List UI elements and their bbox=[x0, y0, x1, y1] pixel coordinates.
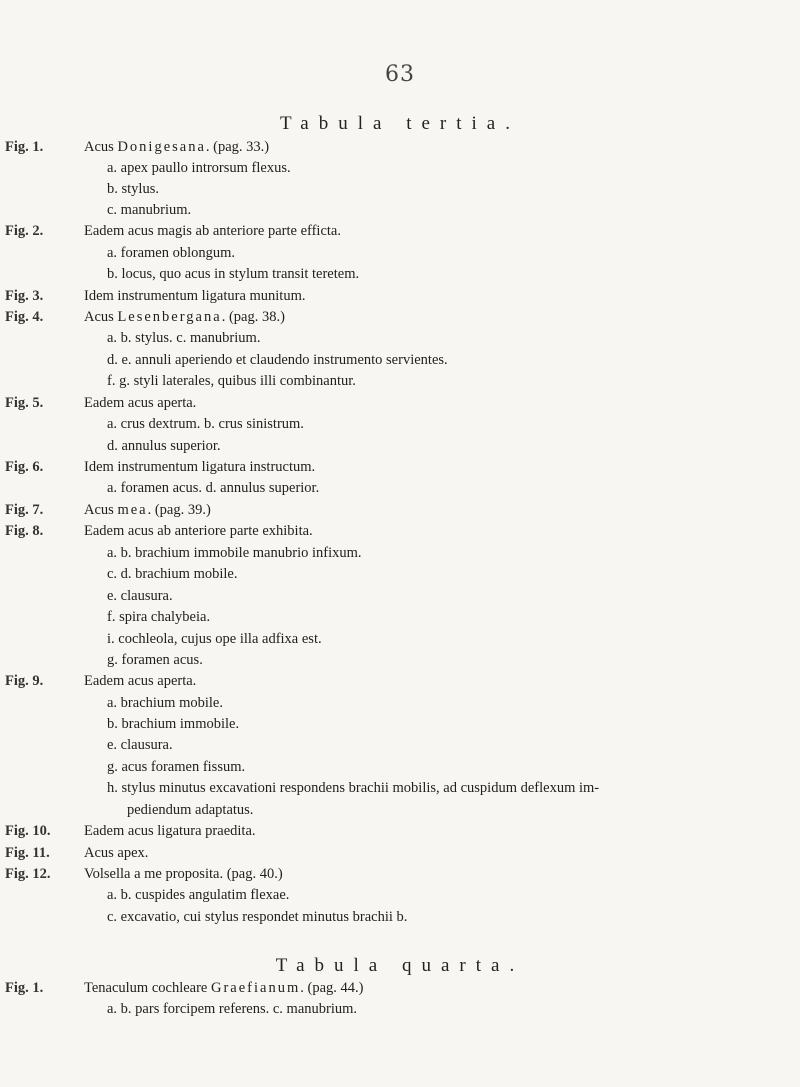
figure-number: Fig. 9. bbox=[5, 673, 44, 689]
legend-item: c. d. brachium mobile. bbox=[107, 566, 238, 582]
figure-caption bbox=[84, 978, 363, 998]
legend-item: f. g. styli laterales, quibus illi combinantur. bbox=[107, 373, 356, 389]
legend-item: e. clausura. bbox=[107, 588, 173, 604]
figure-caption bbox=[84, 307, 285, 327]
caption-eponym: Graefianum bbox=[211, 980, 301, 996]
figure-number: Fig. 8. bbox=[5, 523, 44, 539]
caption-prefix: Acus bbox=[84, 139, 118, 155]
figure-number: Fig. 3. bbox=[5, 288, 44, 304]
page-number: 63 bbox=[385, 62, 415, 87]
caption-suffix: . (pag. 39.) bbox=[147, 502, 211, 518]
figure-caption bbox=[84, 137, 269, 157]
legend-item: g. foramen acus. bbox=[107, 652, 203, 668]
caption-prefix: Acus bbox=[84, 502, 118, 518]
legend-item: f. spira chalybeia. bbox=[107, 609, 211, 625]
section-title-tabula-quarta: Tabula quarta. bbox=[275, 955, 525, 976]
figure-number: Fig. 1. bbox=[5, 980, 44, 996]
figure-number: Fig. 11. bbox=[5, 845, 50, 861]
legend-item: a. foramen oblongum. bbox=[107, 245, 236, 261]
caption-prefix: Tenaculum cochleare bbox=[84, 980, 211, 996]
figure-caption: Idem instrumentum ligatura instructum. bbox=[84, 459, 316, 475]
figure-caption: Volsella a me proposita. (pag. 40.) bbox=[84, 866, 283, 882]
legend-item-continuation: pediendum adaptatus. bbox=[127, 802, 254, 818]
legend-item: a. b. brachium immobile manubrio infixum. bbox=[107, 545, 362, 561]
legend-item: a. foramen acus. d. annulus superior. bbox=[107, 480, 320, 496]
legend-item: h. stylus minutus excavationi respondens brachii mobilis, ad cuspidum deflexum im- bbox=[107, 780, 600, 796]
legend-item: b. stylus. bbox=[107, 181, 159, 197]
section-title-tabula-tertia: Tabula tertia. bbox=[280, 113, 520, 134]
figure-number: Fig. 1. bbox=[5, 139, 44, 155]
legend-item: d. annulus superior. bbox=[107, 438, 221, 454]
caption-eponym: Lesenbergana bbox=[117, 309, 222, 325]
figure-caption: Eadem acus aperta. bbox=[84, 395, 197, 411]
figure-caption: Eadem acus aperta. bbox=[84, 673, 197, 689]
legend-item: a. brachium mobile. bbox=[107, 695, 223, 711]
figure-number: Fig. 6. bbox=[5, 459, 44, 475]
figure-caption bbox=[84, 500, 211, 520]
figure-number: Fig. 10. bbox=[5, 823, 51, 839]
legend-item: a. crus dextrum. b. crus sinistrum. bbox=[107, 416, 304, 432]
figure-caption: Eadem acus ab anteriore parte exhibita. bbox=[84, 523, 313, 539]
figure-number: Fig. 12. bbox=[5, 866, 51, 882]
legend-item: a. b. cuspides angulatim flexae. bbox=[107, 887, 290, 903]
caption-suffix: . (pag. 33.) bbox=[205, 139, 270, 155]
figure-caption: Eadem acus magis ab anteriore parte efficta. bbox=[84, 223, 341, 239]
figure-caption: Acus apex. bbox=[84, 845, 149, 861]
figure-number: Fig. 7. bbox=[5, 502, 44, 518]
caption-suffix: . (pag. 44.) bbox=[300, 980, 364, 996]
legend-item: a. b. pars forcipem referens. c. manubrium. bbox=[107, 1001, 358, 1017]
legend-item: d. e. annuli aperiendo et claudendo instrumento servientes. bbox=[107, 352, 448, 368]
figure-caption: Idem instrumentum ligatura munitum. bbox=[84, 288, 306, 304]
legend-item: b. locus, quo acus in stylum transit teretem. bbox=[107, 266, 360, 282]
caption-eponym: Donigesana bbox=[117, 139, 206, 155]
legend-item: a. b. stylus. c. manubrium. bbox=[107, 330, 261, 346]
legend-item: b. brachium immobile. bbox=[107, 716, 240, 732]
legend-item: g. acus foramen fissum. bbox=[107, 759, 246, 775]
figure-number: Fig. 4. bbox=[5, 309, 44, 325]
caption-eponym: mea bbox=[117, 502, 148, 518]
legend-item: e. clausura. bbox=[107, 737, 173, 753]
figure-number: Fig. 5. bbox=[5, 395, 44, 411]
legend-item: c. manubrium. bbox=[107, 202, 192, 218]
figure-number: Fig. 2. bbox=[5, 223, 44, 239]
legend-item: a. apex paullo introrsum flexus. bbox=[107, 160, 291, 176]
caption-suffix: . (pag. 38.) bbox=[221, 309, 285, 325]
legend-item: i. cochleola, cujus ope illa adfixa est. bbox=[107, 631, 322, 647]
legend-item: c. excavatio, cui stylus respondet minutus brachii b. bbox=[107, 909, 408, 925]
figure-caption: Eadem acus ligatura praedita. bbox=[84, 823, 256, 839]
caption-prefix: Acus bbox=[84, 309, 118, 325]
